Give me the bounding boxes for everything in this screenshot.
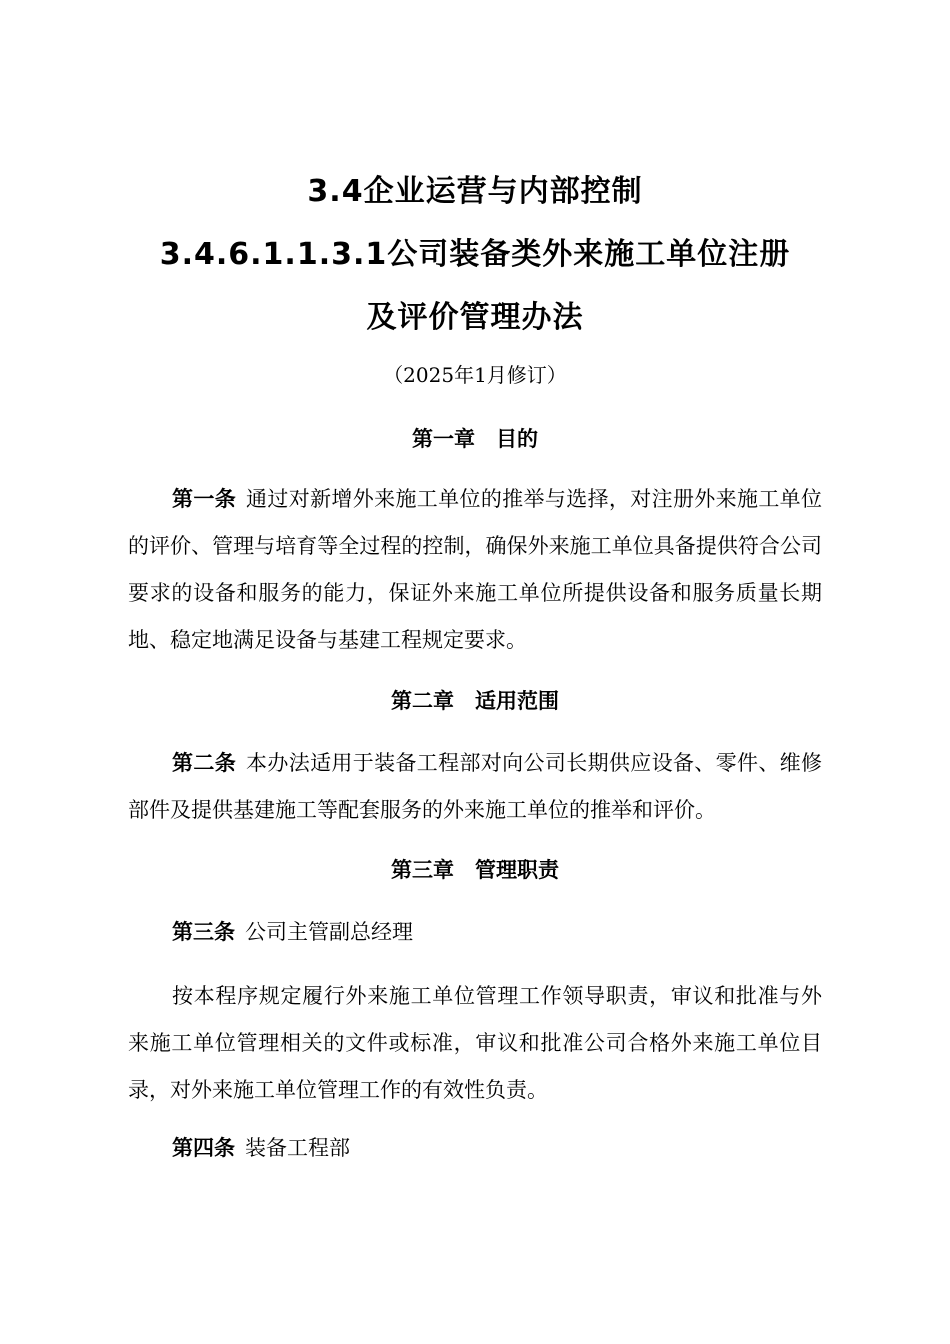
- article-4-text: 装备工程部: [245, 1136, 350, 1160]
- article-1-text: 通过对新增外来施工单位的推举与选择，对注册外来施工单位的评价、管理与培育等全过程的控制，确保外来施工单位具备提供符合公司要求的设备和服务的能力，保证外来施工单位所提供设备和服务质量长期地、稳定地满足设备与基建工程规定要求。: [128, 487, 823, 652]
- article-3-label: 第三条: [172, 920, 235, 944]
- article-3-body: [128, 973, 822, 1114]
- article-1: [128, 476, 822, 664]
- chapter-1-heading: 第一章 目的: [412, 427, 538, 451]
- chapter-3-heading: 第三章 管理职责: [391, 858, 559, 882]
- document-title-line-2: 3.4.6.1.1.3.1公司装备类外来施工单位注册: [159, 237, 791, 272]
- chapter-2-heading: 第二章 适用范围: [391, 689, 559, 713]
- article-2: [128, 740, 822, 834]
- article-3: [128, 909, 822, 956]
- article-3-body-text: 按本程序规定履行外来施工单位管理工作领导职责，审议和批准与外来施工单位管理相关的文件或标准，审议和批准公司合格外来施工单位目录，对外来施工单位管理工作的有效性负责。: [128, 984, 822, 1102]
- document-title-line-3: 及评价管理办法: [366, 300, 584, 335]
- article-2-label: 第二条: [172, 751, 237, 775]
- article-1-label: 第一条: [172, 487, 237, 511]
- article-4-label: 第四条: [172, 1136, 235, 1160]
- revision-note: （2025年1月修订）: [383, 363, 567, 387]
- article-4: [128, 1125, 822, 1172]
- article-2-text: 本办法适用于装备工程部对向公司长期供应设备、零件、维修部件及提供基建施工等配套服务的外来施工单位的推举和评价。: [128, 751, 823, 822]
- document-title-line-1: 3.4企业运营与内部控制: [307, 174, 643, 209]
- article-3-text: 公司主管副总经理: [245, 920, 413, 944]
